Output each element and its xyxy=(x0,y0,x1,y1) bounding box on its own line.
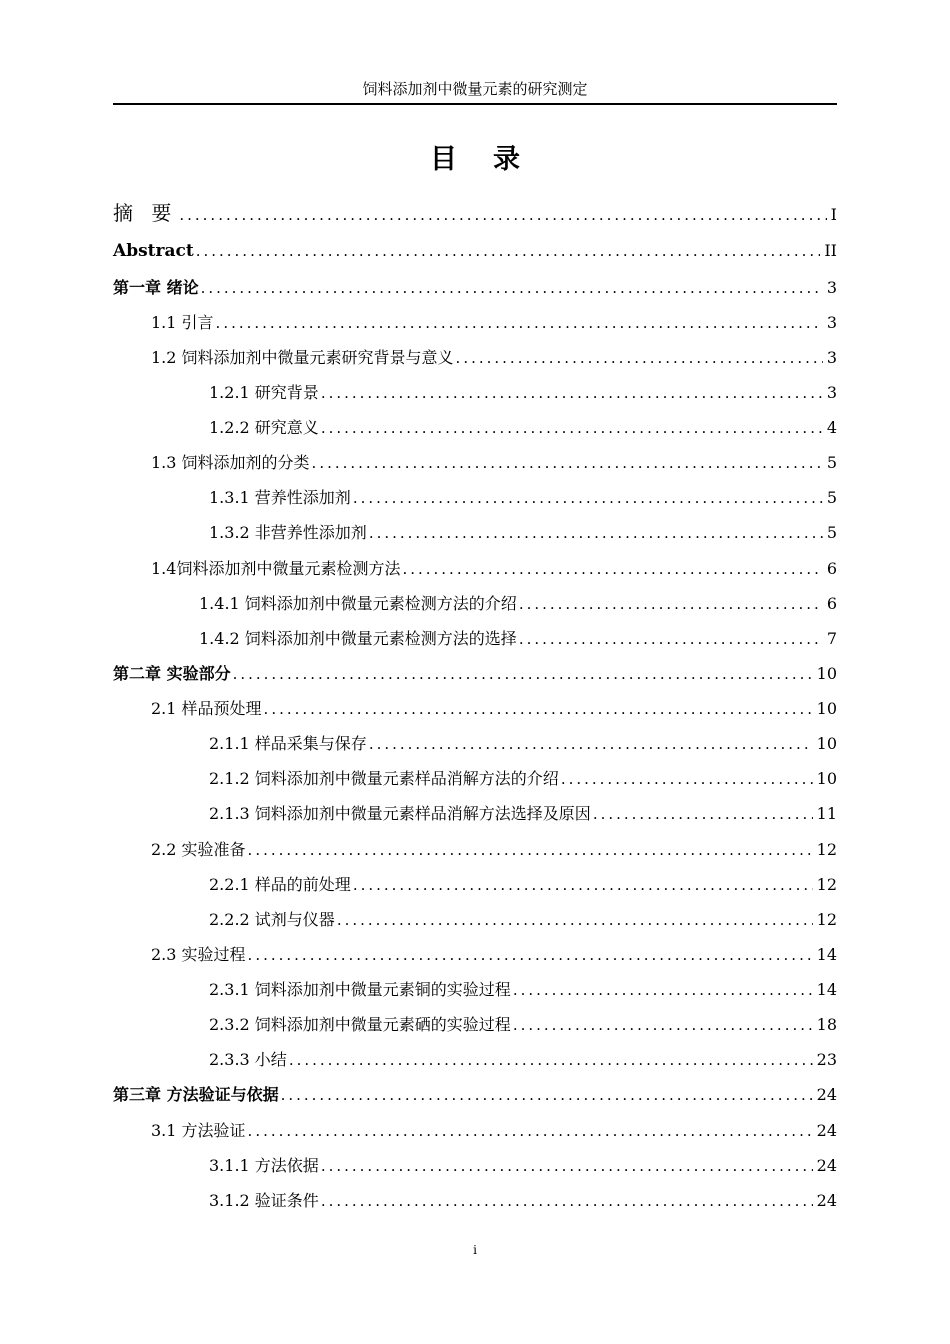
dot-leader xyxy=(264,694,813,724)
dot-leader xyxy=(248,940,813,970)
toc-entry-page: 5 xyxy=(826,453,837,472)
dot-leader xyxy=(281,1080,813,1110)
dot-leader xyxy=(369,518,823,548)
toc-entry-page: 18 xyxy=(816,1015,837,1034)
toc-entry[interactable] xyxy=(113,483,837,513)
toc-entry-page: 23 xyxy=(816,1050,837,1069)
toc-entry-label: 1.3 饲料添加剂的分类 xyxy=(151,453,310,472)
toc-entry-label: 2.2.2 试剂与仪器 xyxy=(209,910,335,929)
toc-entry-label: 1.4.1 饲料添加剂中微量元素检测方法的介绍 xyxy=(199,594,517,613)
dot-leader xyxy=(321,413,823,443)
toc-entry[interactable] xyxy=(113,940,837,970)
toc-entry[interactable] xyxy=(113,694,837,724)
toc-entry-label: 2.1 样品预处理 xyxy=(151,699,262,718)
running-header: 饲料添加剂中微量元素的研究测定 xyxy=(362,80,588,98)
dot-leader xyxy=(233,659,813,689)
toc-entry-page: 24 xyxy=(816,1085,837,1104)
toc-entry[interactable] xyxy=(113,1010,837,1040)
dot-leader xyxy=(321,1186,813,1216)
toc-entry[interactable] xyxy=(113,1116,837,1146)
toc-entry-page: 10 xyxy=(816,769,837,788)
toc-entry-page: 11 xyxy=(816,804,837,823)
toc-entry-page: 3 xyxy=(826,313,837,332)
dot-leader xyxy=(312,448,823,478)
toc-entry-page: 4 xyxy=(826,418,837,437)
toc-entry-label: 1.2.2 研究意义 xyxy=(209,418,319,437)
toc-entry-page: II xyxy=(824,241,837,260)
toc-entry[interactable] xyxy=(113,729,837,759)
toc-entry-page: 5 xyxy=(826,523,837,542)
header-rule xyxy=(113,103,837,105)
toc-entry[interactable] xyxy=(113,518,837,548)
toc-entry[interactable] xyxy=(113,589,837,619)
dot-leader xyxy=(321,378,823,408)
toc-entry-label: 1.4.2 饲料添加剂中微量元素检测方法的选择 xyxy=(199,629,517,648)
dot-leader xyxy=(179,200,826,230)
dot-leader xyxy=(513,975,813,1005)
toc-entry-page: 3 xyxy=(826,383,837,402)
dot-leader xyxy=(519,624,823,654)
toc-entry-label: 2.3.1 饲料添加剂中微量元素铜的实验过程 xyxy=(209,980,511,999)
toc-entry-page: 14 xyxy=(816,945,837,964)
toc-entry-label: 2.3.3 小结 xyxy=(209,1050,287,1069)
dot-leader xyxy=(353,870,813,900)
toc-entry-label: 1.3.2 非营养性添加剂 xyxy=(209,523,367,542)
dot-leader xyxy=(593,799,813,829)
toc-entry[interactable] xyxy=(113,905,837,935)
toc-entry-page: 12 xyxy=(816,875,837,894)
toc-entry-page: 14 xyxy=(816,980,837,999)
toc-entry-label: 3.1.2 验证条件 xyxy=(209,1191,319,1210)
toc-entry-label: 1.2 饲料添加剂中微量元素研究背景与意义 xyxy=(151,348,454,367)
toc-entry-label: 2.3 实验过程 xyxy=(151,945,246,964)
toc-entry-page: 24 xyxy=(816,1156,837,1175)
toc-entry[interactable] xyxy=(113,198,837,228)
dot-leader xyxy=(248,835,813,865)
page-number: i xyxy=(473,1243,477,1257)
dot-leader xyxy=(321,1151,813,1181)
toc-entry[interactable] xyxy=(113,764,837,794)
dot-leader xyxy=(456,343,823,373)
toc-entry[interactable] xyxy=(113,1186,837,1216)
toc-entry-page: 7 xyxy=(826,629,837,648)
toc-entry-page: 5 xyxy=(826,488,837,507)
toc-entry-page: 10 xyxy=(816,664,837,683)
toc-entry-label: 2.2 实验准备 xyxy=(151,840,246,859)
toc-entry-label: 2.3.2 饲料添加剂中微量元素硒的实验过程 xyxy=(209,1015,511,1034)
toc-entry-label: 2.2.1 样品的前处理 xyxy=(209,875,351,894)
toc-entry[interactable] xyxy=(113,236,837,266)
toc-entry-page: 6 xyxy=(826,559,837,578)
toc-entry-label: 第一章 绪论 xyxy=(113,278,199,297)
toc-entry-label: 2.1.1 样品采集与保存 xyxy=(209,734,367,753)
toc-entry-label: 3.1.1 方法依据 xyxy=(209,1156,319,1175)
toc-entry[interactable] xyxy=(113,624,837,654)
toc-entry[interactable] xyxy=(113,870,837,900)
toc-entry[interactable] xyxy=(113,835,837,865)
toc-entry-label: 1.1 引言 xyxy=(151,313,214,332)
toc-entry-label: 2.1.2 饲料添加剂中微量元素样品消解方法的介绍 xyxy=(209,769,559,788)
dot-leader xyxy=(561,764,813,794)
dot-leader xyxy=(513,1010,813,1040)
dot-leader xyxy=(402,554,822,584)
toc-entry-page: 12 xyxy=(816,840,837,859)
dot-leader xyxy=(369,729,813,759)
toc-entry-label: 第三章 方法验证与依据 xyxy=(113,1085,279,1104)
toc-entry[interactable] xyxy=(113,378,837,408)
toc-entry-page: 10 xyxy=(816,734,837,753)
dot-leader xyxy=(196,236,821,266)
toc-entry[interactable] xyxy=(113,554,837,584)
dot-leader xyxy=(519,589,823,619)
toc-entry-page: 10 xyxy=(816,699,837,718)
toc-entry-page: 6 xyxy=(826,594,837,613)
toc-entry-page: 24 xyxy=(816,1121,837,1140)
toc-entry[interactable] xyxy=(113,308,837,338)
toc-entry-page: 3 xyxy=(826,348,837,367)
dot-leader xyxy=(289,1045,813,1075)
toc-entry[interactable] xyxy=(113,799,837,829)
toc-entry[interactable] xyxy=(113,413,837,443)
dot-leader xyxy=(216,308,823,338)
toc-entry-label: 1.3.1 营养性添加剂 xyxy=(209,488,351,507)
toc-entry-label: 第二章 实验部分 xyxy=(113,664,231,683)
dot-leader xyxy=(337,905,813,935)
toc-entry[interactable] xyxy=(113,659,837,689)
toc-entry[interactable] xyxy=(113,448,837,478)
toc-entry-page: 3 xyxy=(826,278,837,297)
toc-entry[interactable] xyxy=(113,1080,837,1110)
toc-entry-page: 12 xyxy=(816,910,837,929)
toc-entry-label: Abstract xyxy=(113,241,194,261)
toc-title: 目录 xyxy=(430,144,556,175)
toc-entry[interactable] xyxy=(113,975,837,1005)
toc-entry-label: 2.1.3 饲料添加剂中微量元素样品消解方法选择及原因 xyxy=(209,804,591,823)
toc-entry[interactable] xyxy=(113,1151,837,1181)
toc-entry-label: 1.2.1 研究背景 xyxy=(209,383,319,402)
toc-entry[interactable] xyxy=(113,273,837,303)
dot-leader xyxy=(201,273,823,303)
toc-entry-page: I xyxy=(830,205,837,224)
toc-entry-page: 24 xyxy=(816,1191,837,1210)
toc-entry-label: 3.1 方法验证 xyxy=(151,1121,246,1140)
toc-entry[interactable] xyxy=(113,343,837,373)
dot-leader xyxy=(353,483,823,513)
toc-entry[interactable] xyxy=(113,1045,837,1075)
dot-leader xyxy=(248,1116,813,1146)
toc-entry-label: 1.4饲料添加剂中微量元素检测方法 xyxy=(151,559,401,578)
toc-entry-label: 摘 要 xyxy=(113,201,178,225)
